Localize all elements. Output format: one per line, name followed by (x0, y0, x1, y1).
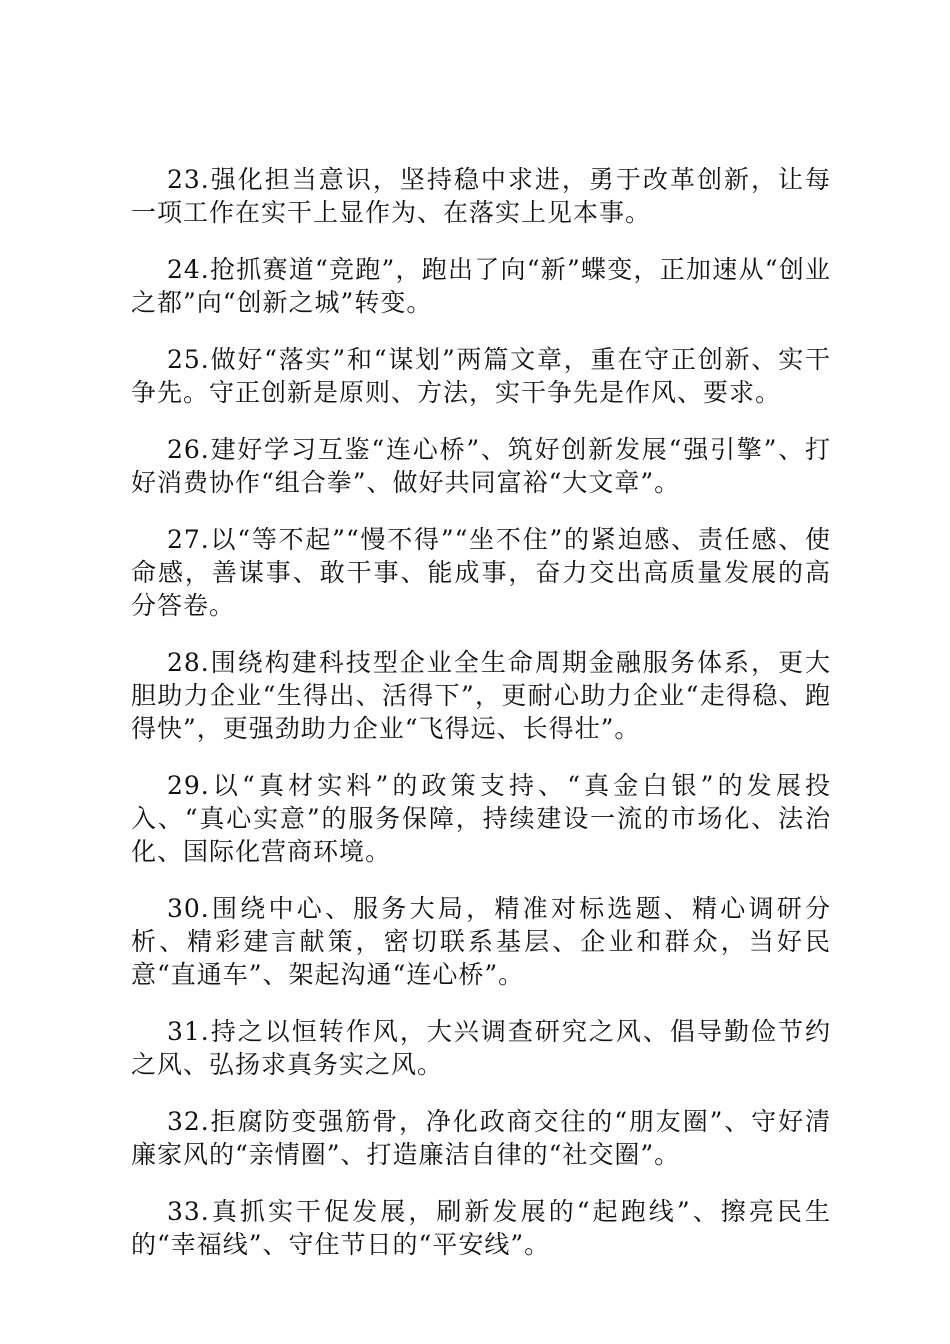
paragraph-23: 23.强化担当意识，坚持稳中求进，勇于改革创新，让每一项工作在实干上显作为、在落实上见本事。 (131, 165, 831, 227)
paragraph-25: 25.做好“落实”和“谋划”两篇文章，重在守正创新、实干争先。守正创新是原则、方法，实干争先是作风、要求。 (131, 345, 831, 407)
paragraph-27: 27.以“等不起”“慢不得”“坐不住”的紧迫感、责任感、使命感，善谋事、敢干事、能成事，奋力交出高质量发展的高分答卷。 (131, 525, 831, 620)
paragraph-30: 30.围绕中心、服务大局，精准对标选题、精心调研分析、精彩建言献策，密切联系基层、企业和群众，当好民意“直通车”、架起沟通“连心桥”。 (131, 894, 831, 989)
paragraph-29: 29.以“真材实料”的政策支持、“真金白银”的发展投入、“真心实意”的服务保障，持续建设一流的市场化、法治化、国际化营商环境。 (131, 771, 831, 866)
paragraph-33: 33.真抓实干促发展，刷新发展的“起跑线”、擦亮民生的“幸福线”、守住节日的“平安线”。 (131, 1197, 831, 1259)
document-body (131, 163, 831, 1285)
paragraph-24: 24.抢抓赛道“竞跑”，跑出了向“新”蝶变，正加速从“创业之都”向“创新之城”转变。 (131, 255, 831, 317)
paragraph-31: 31.持之以恒转作风，大兴调查研究之风、倡导勤俭节约之风、弘扬求真务实之风。 (131, 1017, 831, 1079)
paragraph-28: 28.围绕构建科技型企业全生命周期金融服务体系，更大胆助力企业“生得出、活得下”，更耐心助力企业“走得稳、跑得快”，更强劲助力企业“飞得远、长得壮”。 (131, 648, 831, 743)
paragraph-26: 26.建好学习互鉴“连心桥”、筑好创新发展“强引擎”、打好消费协作“组合拳”、做好共同富裕“大文章”。 (131, 435, 831, 497)
paragraph-32: 32.拒腐防变强筋骨，净化政商交往的“朋友圈”、守好清廉家风的“亲情圈”、打造廉洁自律的“社交圈”。 (131, 1107, 831, 1169)
